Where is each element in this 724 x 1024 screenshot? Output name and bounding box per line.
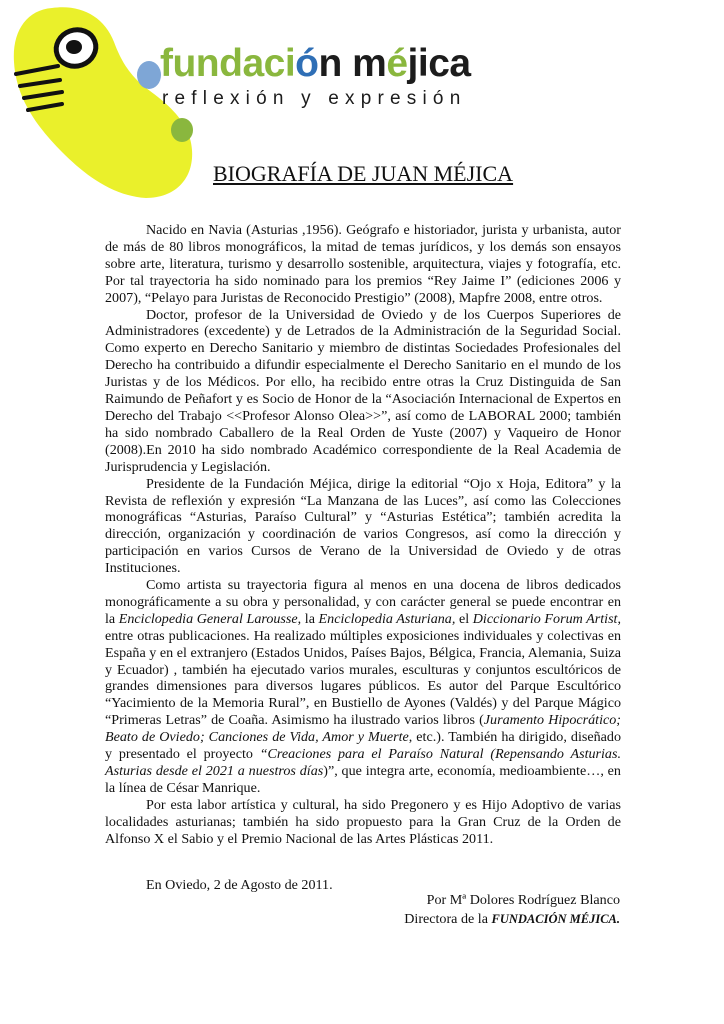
paragraph-1: Nacido en Navia (Asturias ,1956). Geógrafo e historiador, jurista y urbanista, autor de más de 80 libros monográficos, la mitad de temas jurídicos, y los demás son ensayos sobre arte, literatura, turismo y desarrollo sostenible, arquitectura, viajes y fotografía, etc. Por tal trayectoria ha sido nominado para los premios “Rey Jaime I” (ediciones 2006 y 2007), “Pelayo para Juristas de Reconocido Prestigio” (2008), Mapfre 2008, entre otros. (105, 222, 621, 306)
signature-name: Por Mª Dolores Rodríguez Blanco (426, 892, 620, 908)
paragraph-5: Por esta labor artística y cultural, ha sido Pregonero y es Hijo Adoptivo de varias localidades asturianas; también ha sido propuesto para la Gran Cruz de la Orden de Alfonso X el Sabio y el Premio Nacional de las Artes Plásticas 2011. (105, 796, 621, 847)
signature-role-text: Directora de la (404, 911, 492, 927)
date-line: En Oviedo, 2 de Agosto de 2011. (146, 877, 333, 893)
italic-run: Juramento Hipocrático; Beato de Oviedo; Canciones de Vida, Amor y Muerte (105, 712, 621, 746)
brand-name-accent: ó (295, 42, 319, 85)
brand-name-accent: é (386, 42, 408, 85)
page-title: BIOGRAFÍA DE JUAN MÉJICA (213, 161, 514, 186)
signature-role (404, 910, 620, 929)
brand-name (160, 44, 471, 83)
signature-org: FUNDACIÓN MÉJICA. (491, 912, 620, 926)
brand-name-part: n m (318, 42, 387, 85)
brand-tagline: reflexión y expresión (162, 88, 467, 109)
paragraph-4 (105, 577, 621, 797)
brand-name-part: jica (407, 42, 471, 85)
biography-body (105, 222, 621, 848)
text-run: )”, que integra arte, economía, medioambiente…, en la línea de César Manrique. (105, 763, 621, 796)
blue-dot (137, 61, 161, 89)
text-run: , la (297, 610, 319, 627)
text-run: el (455, 610, 473, 627)
italic-run: Enciclopedia Asturiana, (318, 610, 456, 627)
text-run: , etc.). También ha dirigido, diseñado y presentado el proyecto (105, 729, 622, 763)
italic-run: Diccionario Forum Artist (472, 610, 618, 627)
brand-name-part: fundaci (160, 42, 296, 85)
green-dot (171, 118, 193, 142)
paragraph-2: Doctor, profesor de la Universidad de Oviedo y de los Cuerpos Superiores de Administradores (excedente) y de Letrados de la Administración de la Seguridad Social. Como experto en Derecho Sanitario y miembro de distintas Sociedades Profesionales del Derecho ha contribuido a difundir especialmente el Derecho Sanitario en el mundo de los Juristas y de los Médicos. Por ello, ha recibido entre otras la Cruz Distinguida de San Raimundo de Peñafort y es Socio de Honor de la “Asociación Internacional de Expertos en Derecho del Trabajo <<Profesor Alonso Olea>>”, así como de LABORAL 2000; también ha sido nombrado Caballero de la Real Orden de Yuste (2007) y Vaqueiro de Honor (2008).En 2010 ha sido nombrado Académico correspondiente de la Real Academia de Jurisprudencia y Legislación. (105, 306, 621, 475)
eye-pupil (66, 40, 82, 54)
signature-block (404, 891, 620, 929)
paragraph-3: Presidente de la Fundación Méjica, dirige la editorial “Ojo x Hoja, Editora” y la Revista de reflexión y expresión “La Manzana de las Luces”, así como las Colecciones monográficas “Asturias, Paraíso Cultural” y “Asturias Estética”; también acredita la dirección, organización y coordinación de varios Congresos, así como la dirección y participación en varios Cursos de Verano de la Universidad de Oviedo y de otras Instituciones. (105, 475, 621, 577)
text-run: Como artista su trayectoria figura al menos en una docena de libros dedicados monográficamente a su obra y personalidad, y con carácter general se puede encontrar en la (105, 577, 621, 627)
italic-run: Enciclopedia General Larousse (118, 610, 298, 627)
italic-run: “Creaciones para el Paraíso Natural (Repensando Asturias. Asturias desde el 2021 a nuestros días (105, 746, 621, 779)
text-run: , entre otras publicaciones. Ha realizado múltiples exposiciones individuales y colectivas en España y en el extranjero (Estados Unidos, Países Bajos, Bélgica, Francia, Alemania, Suiza y Ecuador) , también ha ejecutado varios murales, esculturas y conjuntos escultóricos de grandes dimensiones para diversos lugares públicos. Es autor del Parque Escultórico “Yacimiento de la Memoria Rural”, en Bustiello de Ayones (Valdés) y del Parque Mágico “Primeras Letras” de Coaña. Asimismo ha ilustrado varios libros ( (105, 610, 621, 729)
